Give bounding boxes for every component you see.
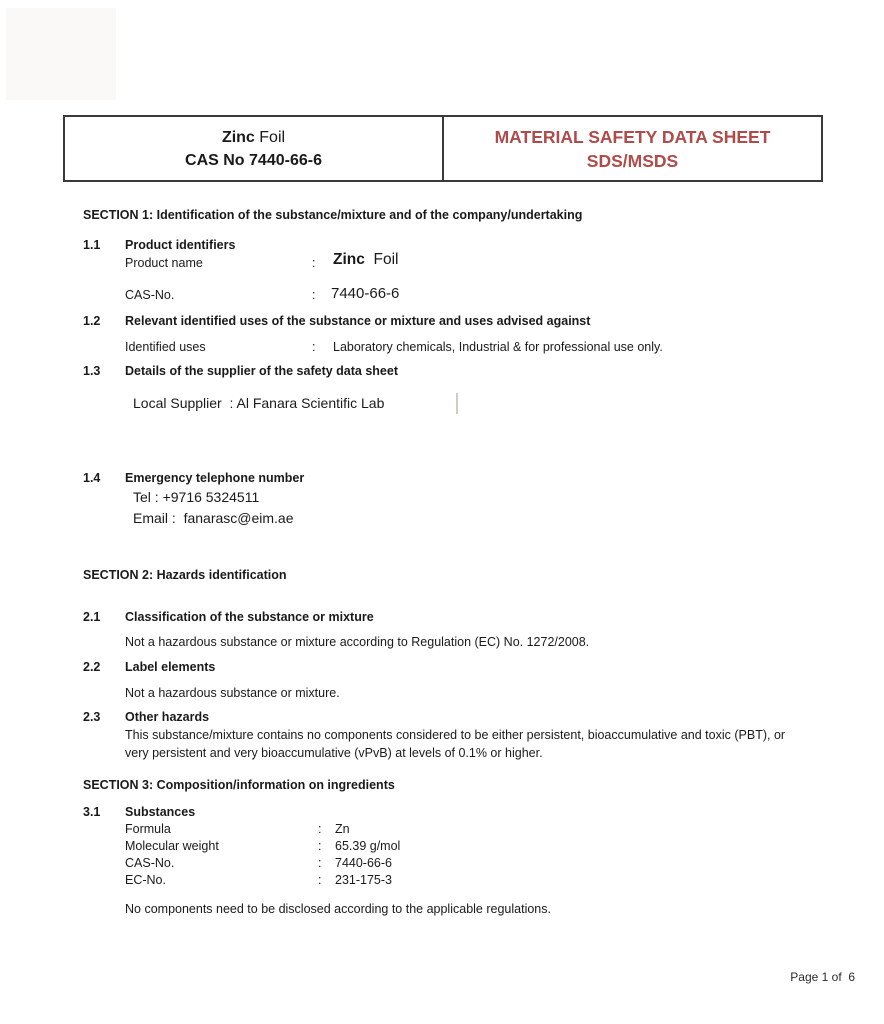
colon: : [318, 873, 322, 887]
label-elements-text: Not a hazardous substance or mixture. [125, 686, 340, 700]
identified-uses-value: Laboratory chemicals, Industrial & for professional use only. [333, 340, 663, 354]
product-name-value-rest: Foil [364, 251, 399, 268]
subsection-2-1-number: 2.1 [83, 610, 101, 624]
product-cas-line: CAS No 7440-66-6 [185, 151, 322, 169]
product-name-value [333, 251, 398, 269]
product-title-line [222, 126, 285, 149]
cas-no-value: 7440-66-6 [331, 285, 400, 302]
subsection-2-3-number: 2.3 [83, 710, 101, 724]
colon: : [312, 288, 316, 302]
cas-no-label: CAS-No. [125, 288, 175, 302]
ec-no-label: EC-No. [125, 873, 166, 887]
formula-label: Formula [125, 822, 171, 836]
title-block [63, 115, 823, 182]
subsection-2-1-title: Classification of the substance or mixture [125, 610, 374, 624]
section1-heading: SECTION 1: Identification of the substance/mixture and of the company/undertaking [83, 208, 583, 222]
telephone-line: Tel : +9716 5324511 [133, 489, 260, 505]
msds-title-line2: SDS/MSDS [586, 150, 679, 171]
ec-no-value: 231-175-3 [335, 873, 392, 887]
formula-value: Zn [335, 822, 350, 836]
msds-title-cell [444, 117, 821, 180]
subsection-1-4-title: Emergency telephone number [125, 471, 305, 485]
colon: : [312, 256, 316, 270]
colon: : [318, 856, 322, 870]
local-supplier-line: Local Supplier : Al Fanara Scientific Lab [133, 395, 385, 411]
subsection-1-2-title: Relevant identified uses of the substance or mixture and uses advised against [125, 314, 591, 328]
identified-uses-label: Identified uses [125, 340, 206, 354]
msds-title-line1: MATERIAL SAFETY DATA SHEET [494, 126, 771, 147]
subsection-2-3-title: Other hazards [125, 710, 210, 724]
logo-placeholder [6, 8, 116, 100]
molecular-weight-value: 65.39 g/mol [335, 839, 401, 853]
page-number: Page 1 of 6 [790, 970, 855, 984]
product-name-label: Product name [125, 256, 203, 270]
subsection-1-1-number: 1.1 [83, 238, 101, 252]
subsection-1-2-number: 1.2 [83, 314, 101, 328]
molecular-weight-label: Molecular weight [125, 839, 219, 853]
subsection-3-1-title: Substances [125, 805, 196, 819]
subsection-2-2-number: 2.2 [83, 660, 101, 674]
colon: : [312, 340, 316, 354]
subsection-1-1-title: Product identifiers [125, 238, 236, 252]
section3-heading: SECTION 3: Composition/information on ingredients [83, 778, 395, 792]
cas-no-row-value: 7440-66-6 [335, 856, 392, 870]
subsection-2-2-title: Label elements [125, 660, 216, 674]
cas-no-row-label: CAS-No. [125, 856, 175, 870]
subsection-1-3-number: 1.3 [83, 364, 101, 378]
colon: : [318, 839, 322, 853]
product-title-cell [65, 117, 444, 180]
section2-heading: SECTION 2: Hazards identification [83, 568, 287, 582]
colon: : [318, 822, 322, 836]
subsection-3-1-number: 3.1 [83, 805, 101, 819]
product-name-bold: Zinc [221, 128, 255, 146]
product-name-value-bold: Zinc [333, 251, 365, 268]
classification-text: Not a hazardous substance or mixture according to Regulation (EC) No. 1272/2008. [125, 635, 590, 649]
product-name-rest: Foil [254, 128, 286, 146]
other-hazards-text: This substance/mixture contains no components considered to be either persistent, bioaccumulative and toxic (PBT), or very persistent and very bioaccumulative (vPvB) at levels of 0.1% or higher. [125, 728, 786, 760]
no-components-note: No components need to be disclosed according to the applicable regulations. [125, 902, 551, 916]
text-cursor [456, 393, 458, 414]
subsection-1-4-number: 1.4 [83, 471, 101, 485]
email-line: Email : fanarasc@eim.ae [133, 510, 294, 526]
subsection-1-3-title: Details of the supplier of the safety data sheet [125, 364, 398, 378]
